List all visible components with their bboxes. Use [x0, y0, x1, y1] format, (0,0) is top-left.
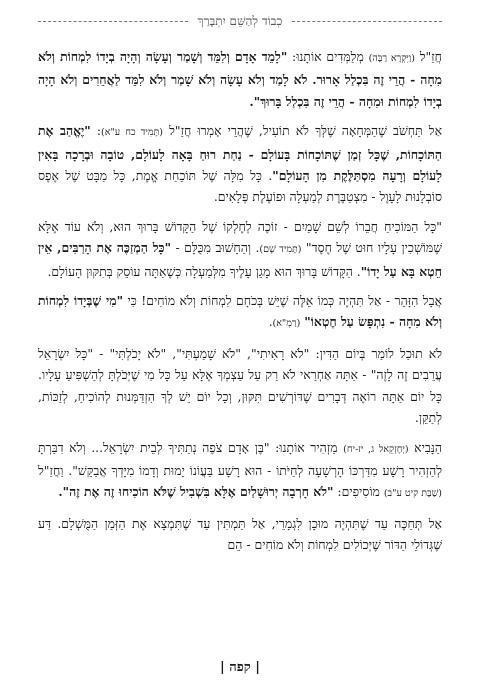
source-citation: (תָּמִיד שָׁם) [259, 244, 302, 256]
text-run: חֲזַ"ל [414, 49, 442, 64]
text-run: אֲבָל הִזָּהֵר - אַל תִּהְיֶה כְּמוֹ אֵלֶּה שֶׁיֵּשׁ בְּכֹחָם לִמְחוֹת וְלֹא מוֹחִים! כִּי [123, 293, 443, 309]
bold-quote: "לֹא חָרְבָה יְרוּשָׁלַיִם אֶלָּא בִּשְׁבִיל שֶׁלֹּא הוֹכִיחוּ זֶה אֶת זֶה". [58, 484, 334, 500]
paragraph [38, 437, 442, 505]
paragraph [38, 216, 442, 282]
header-rule-left [38, 21, 188, 22]
text-run: לֹא תוּכַל לוֹמַר בְּיוֹם הַדִּין: "לֹא רָאִיתִי", "לֹא שָׁמַעְתִּי", "לֹא יָכֹלְתִּי" - "כָּל יִשְׂרָאֵל עֲרֵבִים זֶה לָזֶה" - אַתָּה אַחְרַאי לֹא רַק עַל עַצְמְךָ אֶלָּא עַל כָּל מִי שֶׁיְּכֹלְתָּ לְהַשְׁפִּיעַ עָלָיו. כָּל יוֹם אַתָּה רוֹאֶה דְּבָרִים שֶׁדּוֹרְשִׁים תִּקּוּן, וְכָל יוֹם יֵשׁ לְךָ הִזְדַּמְּנוּת לְהוֹכִיחַ, לְזַכּוֹת, לְתַקֵּן. [38, 345, 442, 426]
text-run: . הַקָּדוֹשׁ בָּרוּךְ הוּא מָגֵן עָלֶיךָ מִלְּמַעְלָה כְּשֶׁאַתָּה עוֹסֵק בְּתִקּוּן הָעוֹלָם. [47, 263, 361, 279]
paragraph [38, 120, 442, 208]
bold-quote: "מִי שֶׁבְּיָדוֹ לִמְחוֹת וְלֹא מִחָה - נִתְפָּשׂ עַל חֶטְאוֹ" [38, 293, 442, 330]
text-run: אַל תְּחַכֶּה עַד שֶׁתִּהְיֶה מוּכָן לִגְמָרֵי, אַל תַּמְתִּין עַד שֶׁתִּמְצָא אֶת הַזְּמַן הַמֻּשְׁלָם. דַּע שֶׁגְּדוֹלֵי הַדּוֹר שֶׁיְּכוֹלִים לִמְחוֹת וְלֹא מוֹחִים - הֵם [38, 515, 442, 553]
header-title: כְבוֹד לְהַשֵּׁם יִתְבָּרַךְ [197, 13, 283, 28]
running-header [38, 10, 442, 32]
text-run: "כָּל הַמּוֹכִיחַ חֲבֵרוֹ לְשֵׁם שָׁמַיִם - זוֹכֶה לְחֶלְקוֹ שֶׁל הַקָּדוֹשׁ בָּרוּךְ הוּא, וְלֹא עוֹד אֶלָּא שֶׁמּוֹשְׁכִין עָלָיו חוּט שֶׁל חֶסֶד" [38, 218, 443, 256]
text-run: אַל תַּחְשֹׁב שֶׁהַמְּחָאָה שֶׁלְּךָ לֹא תוֹעִיל, שֶׁהֲרֵי אָמְרוּ חֲזַ"ל [163, 123, 443, 139]
page-number: | קפה | [219, 660, 260, 675]
text-run: . וְהַחָשׁוּב מִכֻּלָּם - [171, 240, 260, 256]
header-rule-right [292, 21, 442, 22]
text-run: מוֹסִיפִים: [333, 484, 384, 500]
paragraph [38, 513, 442, 556]
bold-quote: "לָמֵד אָדָם וְלִמֵּד וְשָׁמַר וְעָשָׂה וְהָיָה בְיָדוֹ לִמְחוֹת וְלֹא מִחָה - הֲרֵי זֶה בִּכְלַל אָרוּר. לֹא לָמַד וְלֹא עָשָׂה וְלֹא שָׁמַר וְלֹא לִמֵּד לַאֲחֵרִים וְלֹא הָיָה בְיָדוֹ לִמְחוֹת וּמִחָה - הֲרֵי זֶה בִּכְלַל בָּרוּךְ". [38, 49, 442, 109]
bold-quote: "כָּל הַמְזַכֶּה אֶת הָרַבִּים, אֵין חֵטְא בָּא עַל יָדוֹ" [38, 240, 442, 279]
body-text [38, 46, 442, 556]
source-citation: (יְחֶזְקֵאל ג, יז-יח) [343, 443, 409, 455]
source-citation: (תָּמִיד כח ע"א) [101, 127, 163, 139]
text-run: : [90, 123, 102, 139]
bold-quote: "יֶאֱהַב אֶת הַתּוֹכָחוֹת, שֶׁכָּל זְמַן שֶׁתּוֹכָחוֹת בָּעוֹלָם - נַחַת רוּחַ בָּאָה לָעוֹלָם, טוֹבָה וּבְרָכָה בָּאִין לָעוֹלָם וְרָעָה מִסְתַּלֶּקֶת מִן הָעוֹלָם" [38, 123, 442, 184]
text-run: מַזְהִיר אוֹתָנוּ: "בֶּן אָדָם צֹפֶה נְתַתִּיךָ לְבֵית יִשְׂרָאֵל... וְלֹא דִבַּרְתָּ לְהַזְהִיר רָשָׁע מִדַּרְכּוֹ הָרְשָׁעָה לְחַיֹּתוֹ - הוּא רָשָׁע בַּעֲוֹנוֹ יָמוּת וְדָמוֹ מִיָּדְךָ אֲבַקֵּשׁ". וַחֲזַ"ל [38, 439, 442, 478]
paragraph [38, 290, 442, 335]
source-citation: (רַמְ"א) [272, 318, 301, 330]
text-run: . [268, 314, 273, 330]
source-citation: (וַיִּקְרָא רַבָּה) [368, 53, 415, 64]
source-citation: (שַׁבָּת קיט ע"ב) [383, 488, 442, 500]
paragraph [38, 46, 442, 112]
text-run: הַנָּבִיא [408, 439, 442, 455]
paragraph [38, 343, 442, 429]
text-run: . כָּל מִלָּה שֶׁל תּוֹכַחַת אֱמֶת, כָּל מַבָּט שֶׁל אֶפֶס סוֹבְלָנוּת לָעָוֶל - מִצְטַבֶּרֶת לְמַעְלָה וּפוֹעֶלֶת פְּלָאִים. [38, 168, 442, 205]
text-run: מְלַמְּדִים אוֹתָנוּ: [287, 49, 369, 64]
